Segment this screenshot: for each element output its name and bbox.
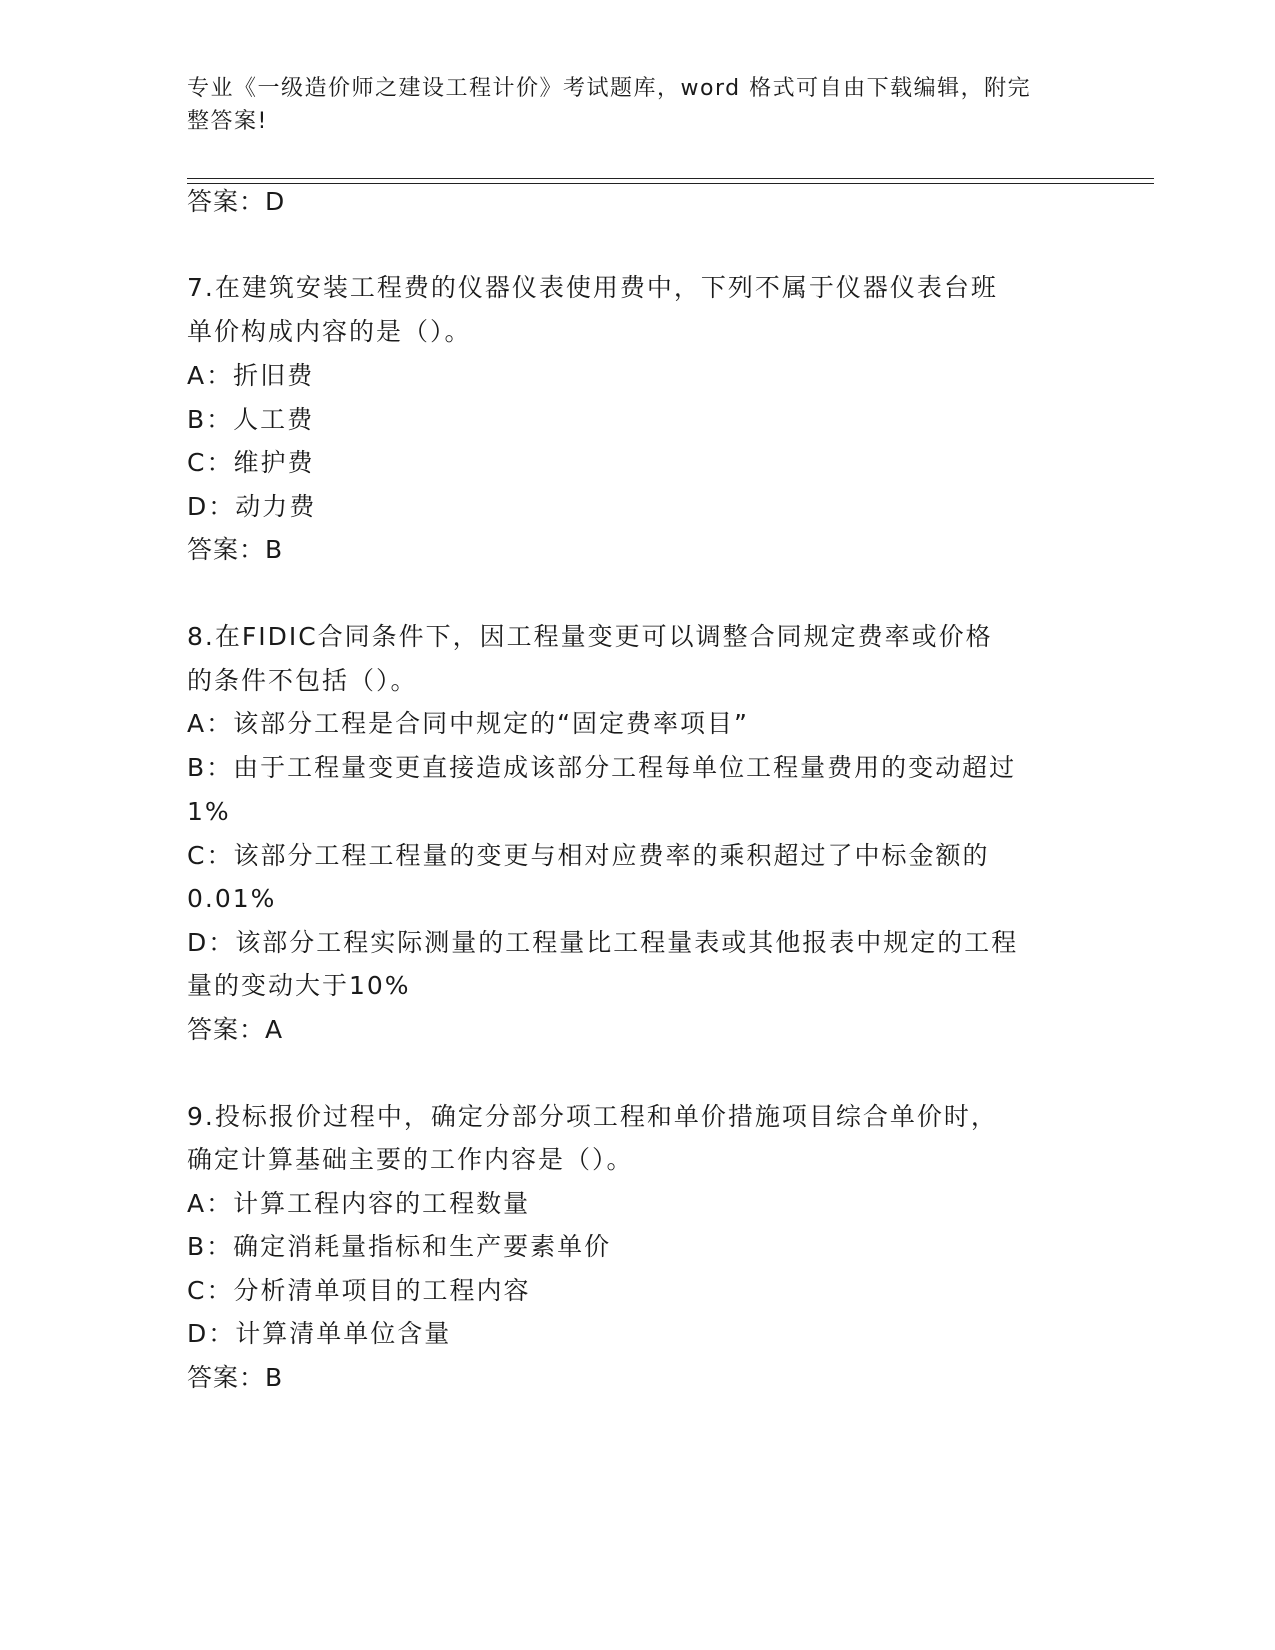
question-7-option-d: D：动力费 [187, 492, 317, 521]
header-divider-top [187, 178, 1154, 179]
question-8-stem-line-1: 8.在FIDIC合同条件下，因工程量变更可以调整合同规定费率或价格 [187, 622, 993, 651]
question-9-answer: 答案：B [187, 1363, 284, 1392]
question-7-stem-line-1: 7.在建筑安装工程费的仪器仪表使用费中，下列不属于仪器仪表台班 [187, 273, 998, 302]
header-divider-bottom [187, 183, 1154, 184]
question-8-option-line-4: C：该部分工程工程量的变更与相对应费率的乘积超过了中标金额的 [187, 841, 990, 870]
question-8-option-line-7: 量的变动大于10% [187, 971, 411, 1000]
question-9-stem-line-1: 9.投标报价过程中，确定分部分项工程和单价措施项目综合单价时， [187, 1102, 998, 1131]
question-9-option-c: C：分析清单项目的工程内容 [187, 1276, 531, 1305]
question-8-option-line-3: 1% [187, 797, 231, 826]
question-8-stem-line-2: 的条件不包括（）。 [187, 666, 418, 695]
question-8-option-line-6: D：该部分工程实际测量的工程量比工程量表或其他报表中规定的工程 [187, 928, 1019, 957]
question-7-stem-line-2: 单价构成内容的是（）。 [187, 317, 472, 346]
question-8-option-line-5: 0.01% [187, 884, 277, 913]
header-intro-line-1: 专业《一级造价师之建设工程计价》考试题库，word 格式可自由下载编辑，附完 [187, 76, 1032, 101]
previous-answer: 答案：D [187, 187, 286, 216]
document-header [187, 72, 1067, 138]
question-7-answer: 答案：B [187, 535, 284, 564]
question-7-option-c: C：维护费 [187, 448, 315, 477]
question-8-option-line-1: A：该部分工程是合同中规定的“固定费率项目” [187, 709, 750, 738]
question-8-option-line-2: B：由于工程量变更直接造成该部分工程每单位工程量费用的变动超过 [187, 753, 1017, 782]
question-7-option-b: B：人工费 [187, 405, 315, 434]
question-9-option-d: D：计算清单单位含量 [187, 1319, 452, 1348]
header-intro-line-2: 整答案! [187, 109, 268, 134]
question-9-option-a: A：计算工程内容的工程数量 [187, 1189, 531, 1218]
question-9-option-b: B：确定消耗量指标和生产要素单价 [187, 1232, 612, 1261]
question-7-option-a: A：折旧费 [187, 361, 315, 390]
question-9-stem-line-2: 确定计算基础主要的工作内容是（）。 [187, 1145, 634, 1174]
question-8-answer: 答案：A [187, 1015, 284, 1044]
